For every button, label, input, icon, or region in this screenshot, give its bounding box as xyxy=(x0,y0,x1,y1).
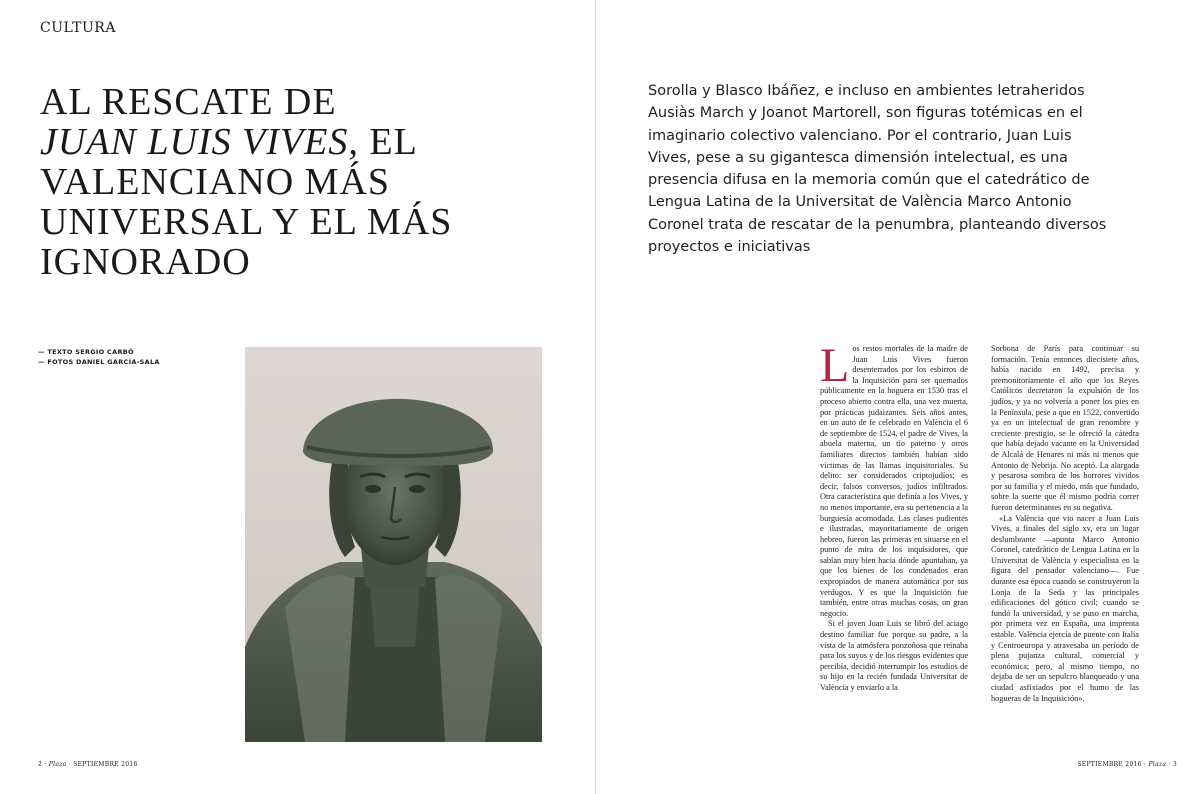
issue-date-right: SEPTIEMBRE 2016 xyxy=(1077,761,1142,768)
headline xyxy=(40,82,560,282)
page-number-right: 3 xyxy=(1172,761,1177,768)
body-paragraph: Sorbona de París para continuar su formación. Tenía entonces diecisiete años, había nacido en 1492, precisa y premonitoriamente el año que los Reyes Católicos decretaron la expulsión de los judíos, y ya no volvería a poner los pies en la Península, pese a que en 1522, convertido ya en un intelectual de gran renombre y creciente prestigio, se le ofreció la cátedra que había dejado vacante en la Universidad de Alcalá de Henares ni más ni menos que Antonio de Nebrija. No aceptó. La alargada y pesarosa sombra de los horrores vividos por su familia y el miedo, más que fundado, sobre la suerte que él mismo podría correr fueron determinantes en su negativa. xyxy=(991,344,1139,512)
body-paragraph: «La València que vio nacer a Juan Luis Vives, a finales del siglo xv, era un lugar deslumbrante —apunta Marco Antonio Coronel, catedrático de Lengua Latina en la Universitat de València y especialista en la figura del pensador valenciano—. Fue durante esa época cuando se construyeron la Lonja de la Seda y las principales edificaciones del gótico civil; cuando se fundó la universidad, y se puso en marcha, por primera vez en España, una imprenta estable. València ejercía de puente con Italia y Centroeuropa y atravesaba un período de plena pujanza cultural, comercial y económica; pero, al mismo tiempo, no dejaba de ser un sepulcro blanqueado y una ciudad asfixiados por el humo de las hogueras de la Inquisición». xyxy=(991,513,1139,703)
bust-photo xyxy=(245,347,542,742)
headline-highlight: JUAN LUIS VIVES xyxy=(40,121,349,163)
magazine-name-right: Plaza xyxy=(1148,761,1167,768)
body-column-2 xyxy=(991,344,1139,704)
body-column-1 xyxy=(820,339,968,694)
credit-photos: — FOTOS DANIEL GARCÍA-SALA xyxy=(38,358,160,366)
issue-date-left: SEPTIEMBRE 2016 xyxy=(73,761,138,768)
lead-paragraph: Sorolla y Blasco Ibáñez, e incluso en ambientes letraheridos Ausiàs March y Joanot Martorell, son figuras totémicas en el imaginario colectivo valenciano. Por el contrario, Juan Luis Vives, pese a su gigantesca dimensión intelectual, es una presencia difusa en la memoria común que el catedrático de Lengua Latina de la Universitat de València Marco Antonio Coronel trata de rescatar de la penumbra, planteando diversos proyectos e iniciativas xyxy=(648,83,1107,256)
footer-left: 2 · Plaza · SEPTIEMBRE 2016 xyxy=(38,761,138,768)
headline-part1: AL RESCATE DE xyxy=(40,81,337,123)
body-paragraph: os restos mortales de la madre de Juan Luis Vives fueron desenterrados por los esbirros de la Inquisición para ser quemados públicamente en la hoguera en 1530 tras el proceso abierto contra ella, una vez muerta, por prácticas judaizantes. Seis años antes, en un auto de fe celebrado en València el 6 de septiembre de 1524, el padre de Vives, la abuela materna, un tío paterno y otros familiares directos también habían sido víctimas de las llamas inquisitoriales. Su delito: ser considerados criptojudíos; es decir, falsos conversos, judíos infiltrados. Otra característica que definía a los Vives, y no menos importante, era su pertenencia a la burguesía acomodada. Las clases pudientes e ilustradas, mayoritariamente de origen hebreo, fueron las primeras en situarse en el punto de mira de los inquisidores, que sabían muy bien hacia dónde apuntaban, ya que los bienes de los condenados eran expropiados de manera automática por sus verdugos. Y es que la Inquisición fue también, entre otras muchas cosas, un gran negocio. xyxy=(820,344,968,618)
drop-cap: L xyxy=(820,339,850,392)
section-label: CULTURA xyxy=(40,20,116,36)
footer-right: SEPTIEMBRE 2016 · Plaza · 3 xyxy=(1077,761,1177,768)
magazine-name-left: Plaza xyxy=(48,761,67,768)
page-gutter xyxy=(595,0,596,794)
credit-text: — TEXTO SERGIO CARBÓ xyxy=(38,348,134,356)
bronze-bust-image xyxy=(245,347,542,742)
page-number-left: 2 xyxy=(38,761,43,768)
body-paragraph: Si el joven Juan Luis se libró del aciago destino familiar fue porque su padre, a la vista de la atmósfera ponzoñosa que reinaba para los suyos y de los riesgos evidentes que percibía, decidió interrumpir los estudios de su hijo en la recién fundada Universitat de València y enviarlo a la xyxy=(820,619,968,692)
credits xyxy=(38,347,160,367)
headline-part2: , EL VALENCIANO MÁS UNIVERSAL Y EL MÁS IGNORADO xyxy=(40,121,453,283)
